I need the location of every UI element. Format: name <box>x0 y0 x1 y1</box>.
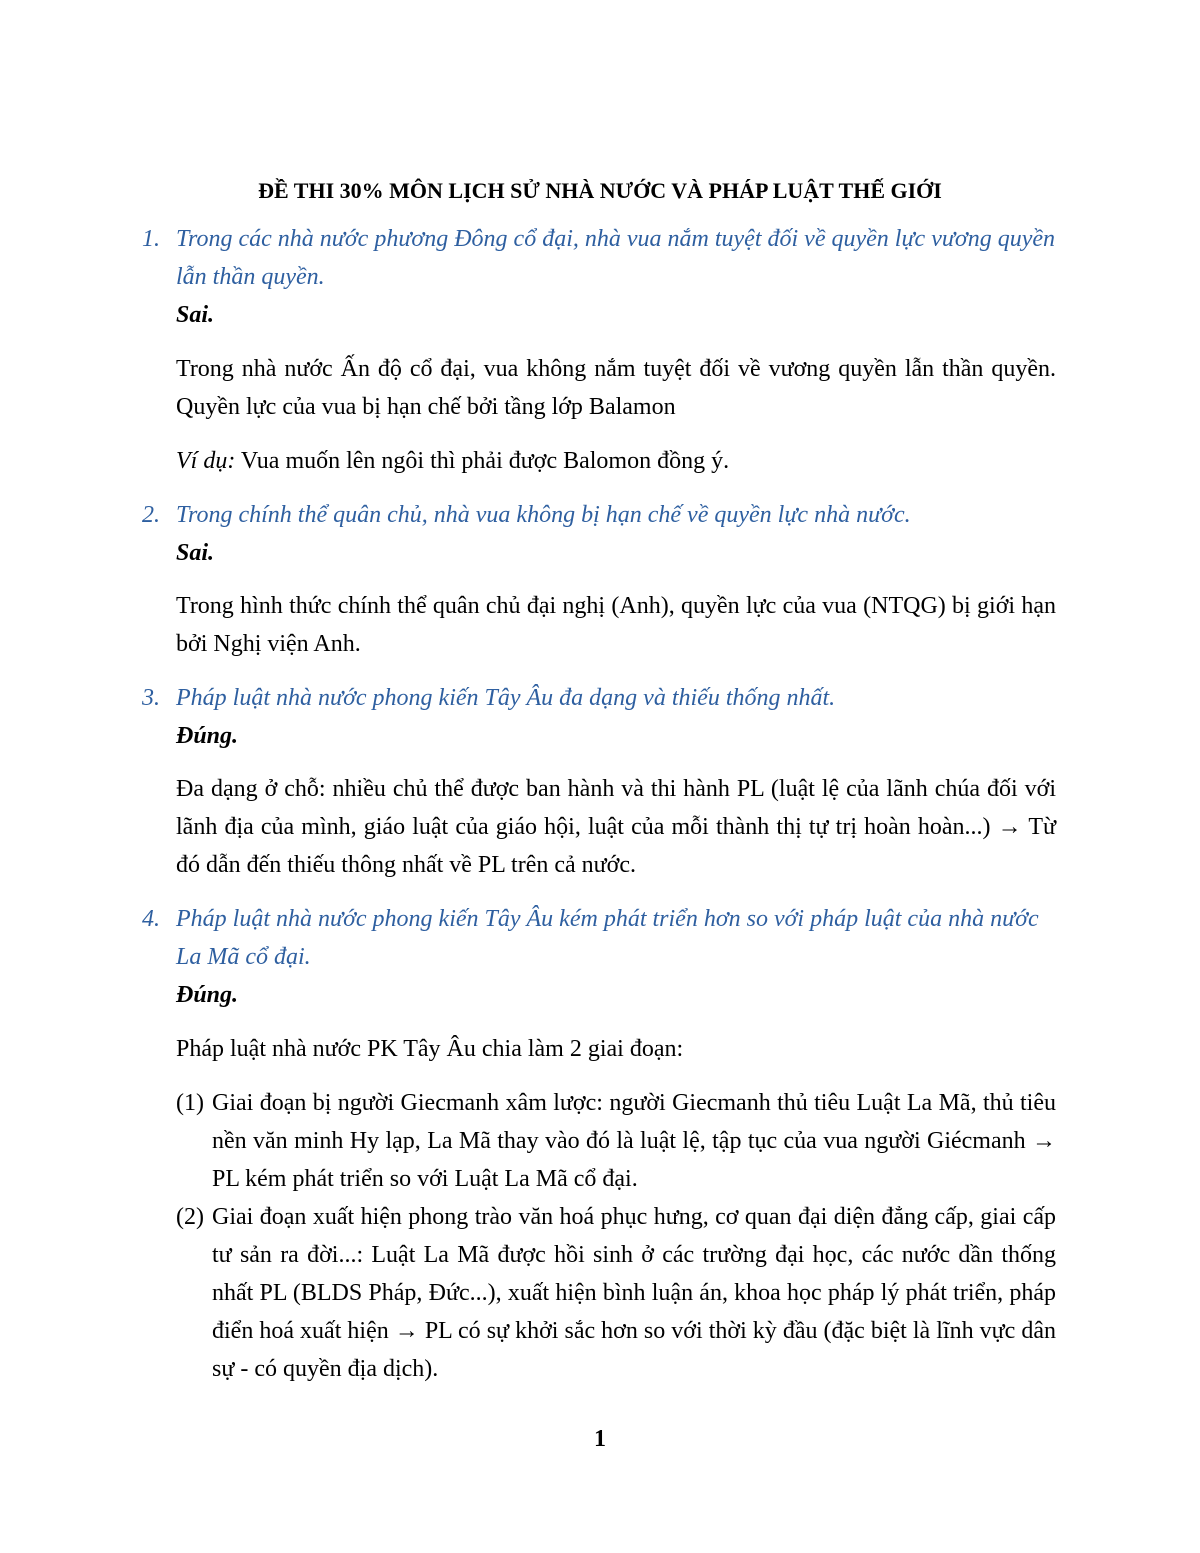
example-label: Ví dụ: <box>176 448 236 474</box>
question-1-text: Trong các nhà nước phương Đông cổ đại, nhà vua nắm tuyệt đối về quyền lực vương quyền lẫn thần quyền. <box>176 226 1056 290</box>
document-title: ĐỀ THI 30% MÔN LỊCH SỬ NHÀ NƯỚC VÀ PHÁP LUẬT THẾ GIỚI <box>258 178 942 203</box>
question-2-text: Trong chính thể quân chủ, nhà vua không bị hạn chế về quyền lực nhà nước. <box>176 502 911 528</box>
sub-item-1 <box>176 1084 1056 1198</box>
sub-item-1-number: (1) <box>176 1090 204 1116</box>
question-1-example <box>176 442 1056 480</box>
question-3-text: Pháp luật nhà nước phong kiến Tây Âu đa dạng và thiếu thống nhất. <box>176 685 836 711</box>
question-2-explanation: Trong hình thức chính thể quân chủ đại nghị (Anh), quyền lực của vua (NTQG) bị giới hạn bởi Nghị viện Anh. <box>176 593 1056 657</box>
page-number: 1 <box>594 1426 606 1452</box>
question-1-number: 1. <box>142 226 160 252</box>
question-1-explanation: Trong nhà nước Ấn độ cổ đại, vua không nắm tuyệt đối về vương quyền lẫn thần quyền. Quyền lực của vua bị hạn chế bởi tầng lớp Balamon <box>176 356 1056 420</box>
sub-item-1-text: Giai đoạn bị người Giecmanh xâm lược: người Giecmanh thủ tiêu Luật La Mã, thủ tiêu nền văn minh Hy lạp, La Mã thay vào đó là luật lệ, tập tục của vua người Giécmanh → PL kém phát triển so với Luật La Mã cổ đại. <box>212 1090 1056 1192</box>
sub-item-2-number: (2) <box>176 1204 204 1230</box>
question-4-number: 4. <box>142 906 160 932</box>
question-1-verdict: Sai. <box>176 302 215 328</box>
example-text: Vua muốn lên ngôi thì phải được Balomon đồng ý. <box>235 448 730 474</box>
question-3-number: 3. <box>142 685 160 711</box>
question-2-number: 2. <box>142 502 160 528</box>
sub-item-2-text: Giai đoạn xuất hiện phong trào văn hoá phục hưng, cơ quan đại diện đẳng cấp, giai cấp tư sản ra đời...: Luật La Mã được hồi sinh ở các trường đại học, các nước dần thống nhất PL (BLDS Pháp, Đức...), xuất hiện bình luận án, khoa học pháp lý phát triển, pháp điển hoá xuất hiện → PL có sự khởi sắc hơn so với thời kỳ đầu (đặc biệt là lĩnh vực dân sự - có quyền địa dịch). <box>212 1204 1056 1382</box>
question-3-explanation: Đa dạng ở chỗ: nhiều chủ thể được ban hành và thi hành PL (luật lệ của lãnh chúa đối với lãnh địa của mình, giáo luật của giáo hội, luật của mỗi thành thị tự trị hoàn hoàn...) → Từ đó dẫn đến thiếu thông nhất về PL trên cả nước. <box>176 776 1056 878</box>
question-4-intro: Pháp luật nhà nước PK Tây Âu chia làm 2 giai đoạn: <box>176 1036 684 1062</box>
question-4-verdict: Đúng. <box>176 982 239 1008</box>
question-2-verdict: Sai. <box>176 540 215 566</box>
question-4-text: Pháp luật nhà nước phong kiến Tây Âu kém phát triển hơn so với pháp luật của nhà nước La Mã cổ đại. <box>176 906 1039 970</box>
sub-item-2 <box>176 1198 1056 1388</box>
question-3-verdict: Đúng. <box>176 723 239 749</box>
